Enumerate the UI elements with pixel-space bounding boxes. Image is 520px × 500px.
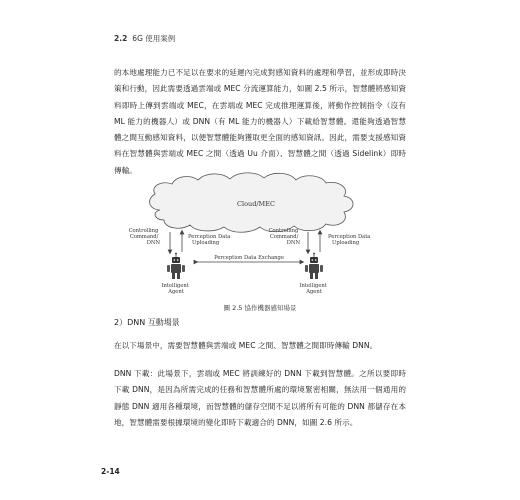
page-number: 2-14 (101, 467, 120, 476)
figure-caption: 圖 2.5 協作機器感知場景 (223, 304, 297, 312)
left-robot-icon (167, 253, 185, 279)
paragraph-3: DNN 下載：此場景下，雲端或 MEC 將訓練好的 DNN 下載到智慧體。之所以要即時下載 DNN，是因為所需完成的任務和智慧體所處的環境緊密相關，無法用一個通用的靜態 DNN 適用各種環境，而智慧體的儲存空間不足以將所有可能的 DNN 都儲存在本地，智慧體需要根據環境的變化即時下載適合的 DNN，如圖 2.6 所示。 (114, 369, 406, 427)
section-heading: 2）DNN 互動場景 (114, 318, 180, 327)
left-perception-label: Perception Data Uploading (188, 234, 231, 246)
paragraph-1: 的本地處理能力已不足以在要求的延遲內完成對感知資料的處理和學習，並形成即時決策和行動，因此需要透過雲端或 MEC 分流運算能力，如圖 2.5 所示，智慧體將感知資料即時上傳到雲端或 MEC，在雲端或 MEC 完成推理運算後，將動作控制指令（沒有 ML 能力的機器人）或 DNN（有 ML 能力的機器人）下載給智慧體。還能夠透過智慧體之間互動感知資料，以便智慧體能夠獲取更全面的感知資訊。因此，需要支援感知資料在智慧體與雲端或 MEC 之間（透過 Uu 介面）、智慧體之間（透過 Sidelink）即時傳輸。 (114, 68, 406, 175)
exchange-label: Perception Data Exchange (214, 255, 284, 261)
section-number: 2.2 (114, 34, 128, 43)
left-agent-label: Intelligent Agent (161, 283, 189, 295)
right-control-label: Controlling Command/ DNN (268, 228, 300, 246)
right-agent-label: Intelligent Agent (299, 283, 327, 295)
right-perception-label: Perception Data Uploading (328, 234, 371, 246)
section-title: 6G 使用案例 (132, 34, 176, 43)
paragraph-2: 在以下場景中，需要智慧體與雲端或 MEC 之間、智慧體之間即時傳輸 DNN。 (114, 341, 378, 350)
right-robot-icon (305, 253, 323, 279)
cloud-label: Cloud/MEC (237, 200, 275, 208)
left-control-label: Controlling Command/ DNN (128, 228, 160, 246)
